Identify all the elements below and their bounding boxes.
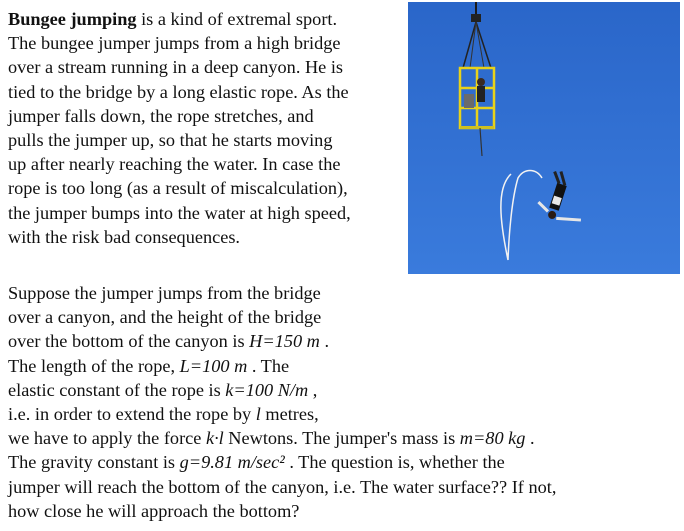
elastic-constant-formula: k=100 N/m [225, 379, 309, 400]
gravity-formula: g=9.81 m/sec² [179, 452, 285, 473]
rope-length-formula: L=100 m [179, 355, 248, 376]
problem-text: . [525, 428, 535, 449]
intro-paragraph [8, 7, 351, 249]
intro-text: is a kind of extremal sport. [136, 9, 338, 29]
intro-line-1 [8, 7, 351, 31]
problem-text: over the bottom of the canyon is [8, 331, 250, 352]
intro-line: the jumper bumps into the water at high speed, [8, 202, 351, 223]
problem-line: how close he will approach the bottom? [8, 500, 300, 521]
problem-text: The gravity constant is [8, 452, 180, 473]
problem-line [8, 450, 556, 474]
intro-line: The bungee jumper jumps from a high bridge [8, 33, 341, 54]
intro-line: tied to the bridge by a long elastic rope. As the [8, 81, 349, 102]
problem-text: . The [247, 355, 290, 376]
force-formula: k·l [205, 428, 224, 449]
intro-line: over a stream running in a deep canyon. He is [8, 57, 344, 78]
crane-hook [471, 14, 481, 22]
problem-text: , [308, 379, 318, 400]
problem-line [8, 402, 556, 426]
problem-text: Newtons. The jumper's mass is [223, 428, 460, 449]
sky-background [408, 2, 680, 274]
problem-line: Suppose the jumper jumps from the bridge [8, 283, 321, 303]
operator-head [477, 78, 485, 86]
problem-text: . The question is, whether the [284, 452, 505, 473]
problem-text: metres, [260, 404, 319, 425]
problem-text: The length of the rope, [8, 355, 180, 376]
bungee-photo [408, 2, 680, 274]
intro-line: rope is too long (as a result of miscalculation), [8, 178, 348, 199]
intro-title: Bungee jumping [8, 9, 137, 29]
problem-line [8, 329, 556, 353]
problem-text: . [319, 331, 330, 352]
intro-line: jumper falls down, the rope stretches, and [8, 105, 314, 126]
problem-line: jumper will reach the bottom of the canyon, i.e. The water surface?? If not, [8, 476, 557, 497]
intro-line: up after nearly reaching the water. In case the [8, 154, 341, 175]
problem-line [8, 354, 556, 378]
problem-text: i.e. in order to extend the rope by [8, 404, 256, 425]
problem-line [8, 426, 556, 450]
height-formula: H=150 m [249, 331, 320, 352]
problem-text: we have to apply the force [8, 428, 206, 449]
mass-formula: m=80 kg [459, 428, 526, 449]
intro-line: with the risk bad consequences. [8, 226, 241, 247]
intro-line: pulls the jumper up, so that he starts moving [8, 130, 333, 151]
problem-paragraph [8, 281, 556, 523]
operator-body [477, 86, 485, 102]
problem-line: over a canyon, and the height of the bridge [8, 307, 322, 328]
problem-line [8, 378, 556, 402]
extension-symbol: l [255, 404, 261, 425]
problem-text: elastic constant of the rope is [8, 379, 226, 400]
